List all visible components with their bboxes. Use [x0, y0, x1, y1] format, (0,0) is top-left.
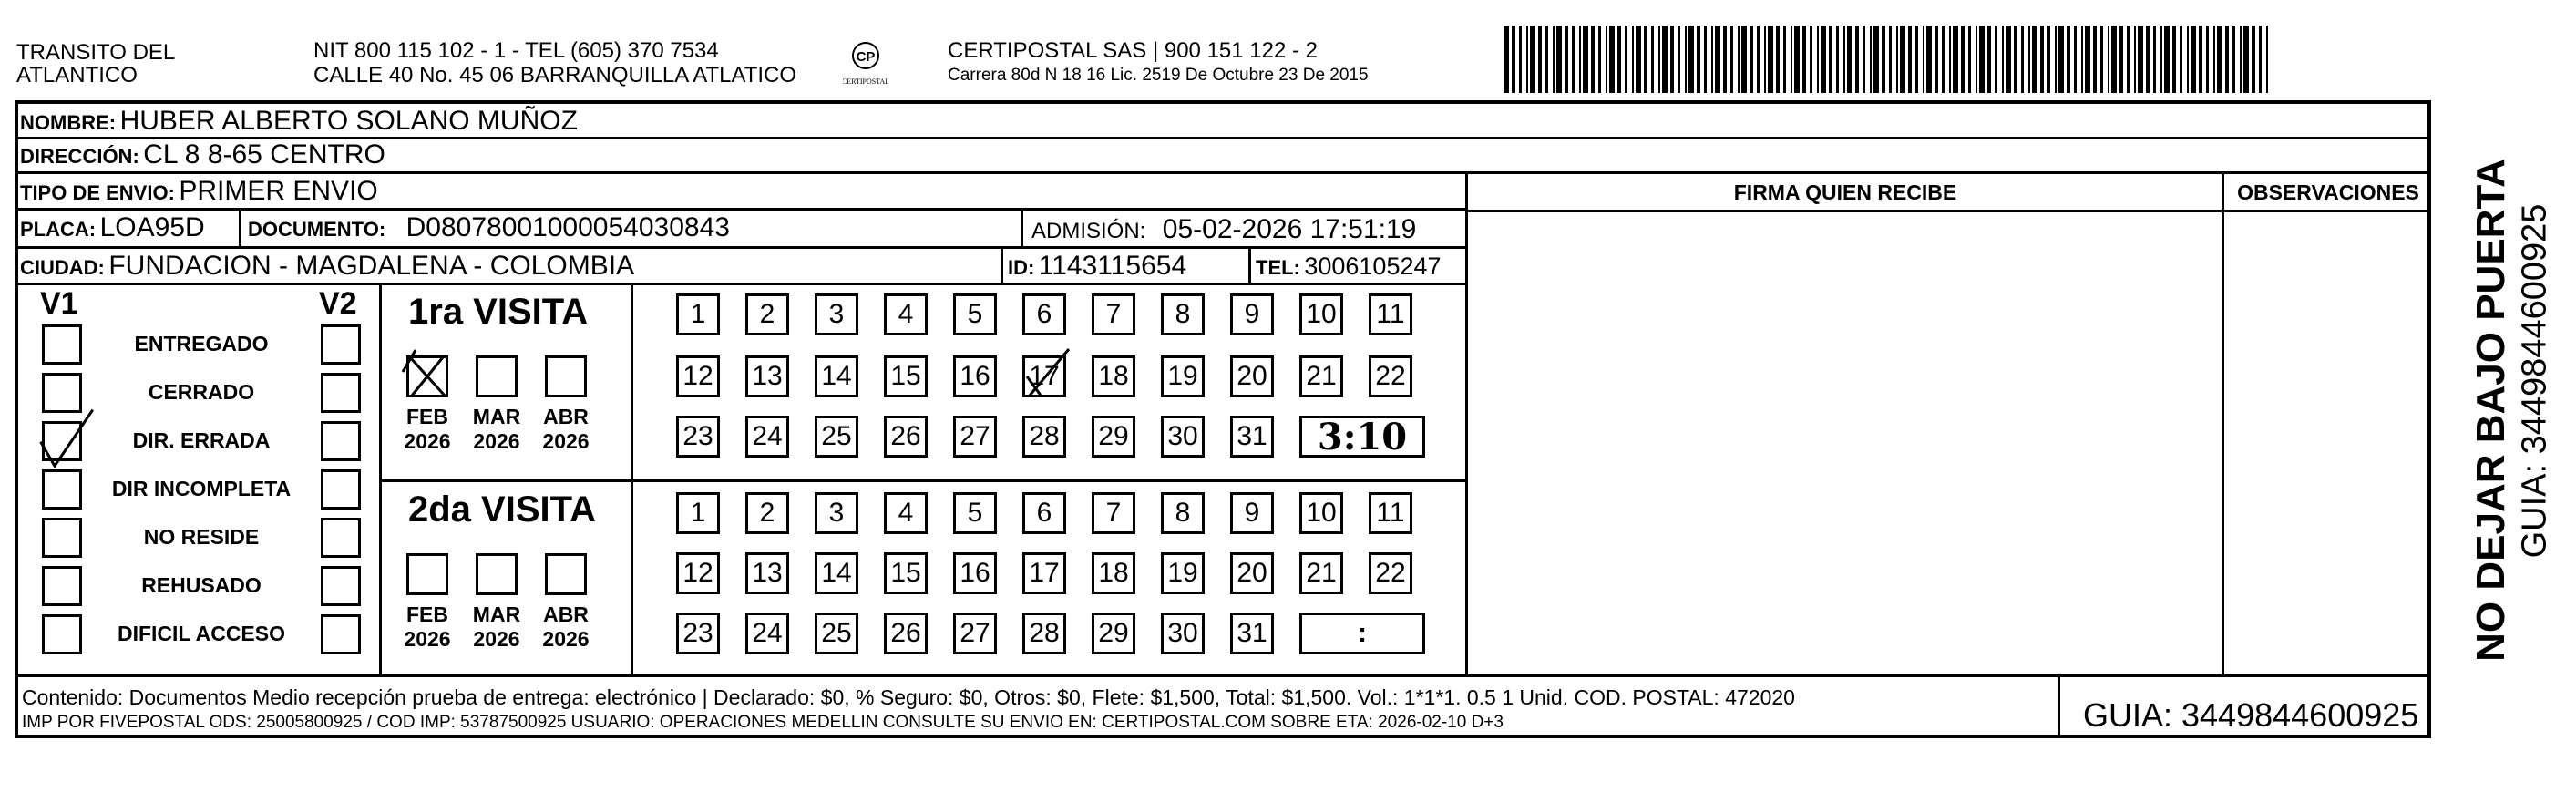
ciudad-label: CIUDAD: — [20, 256, 105, 279]
no-dejar-bajo-puerta: NO DEJAR BAJO PUERTA — [2468, 159, 2513, 662]
day-cell[interactable]: 23 — [676, 613, 720, 654]
day-cell[interactable]: 9 — [1230, 492, 1274, 534]
column-divider — [2058, 674, 2060, 738]
reason-label: DIR INCOMPLETA — [111, 477, 292, 500]
day-cell[interactable]: 21 — [1299, 552, 1343, 594]
row-divider — [379, 479, 1467, 482]
issuer-address-line: CALLE 40 No. 45 06 BARRANQUILLA ATLATICO — [313, 63, 797, 88]
day-cell[interactable]: 18 — [1092, 552, 1135, 594]
placa-label: PLACA: — [20, 218, 97, 241]
reason-label: DIR. ERRADA — [132, 428, 271, 452]
reason-label: DIFICIL ACCESO — [117, 622, 285, 645]
placa-field — [20, 212, 205, 243]
tipo-envio-field — [20, 176, 378, 207]
column-divider — [1021, 208, 1023, 246]
row-divider — [15, 208, 1467, 211]
day-cell[interactable]: 11 — [1369, 293, 1412, 335]
day-cell[interactable]: 5 — [953, 293, 997, 335]
certipostal-logo — [843, 38, 888, 89]
v2-checkbox[interactable] — [321, 373, 361, 413]
day-cell[interactable]: 13 — [745, 552, 789, 594]
v1-checkbox[interactable] — [42, 421, 82, 461]
day-cell[interactable]: 13 — [745, 355, 789, 397]
month-checkbox-mar[interactable] — [476, 553, 518, 595]
svg-text:CERTIPOSTAL: CERTIPOSTAL — [843, 77, 888, 86]
month-name: MAR — [472, 602, 521, 626]
ciudad-field — [20, 251, 634, 282]
tel-value: 3006105247 — [1304, 252, 1442, 280]
column-divider — [1001, 246, 1003, 283]
day-cell[interactable]: 4 — [884, 492, 928, 534]
nombre-value: HUBER ALBERTO SOLANO MUÑOZ — [119, 106, 578, 136]
day-cell[interactable]: 25 — [815, 613, 858, 654]
admision-field — [1031, 214, 1416, 245]
month-year: 2026 — [542, 429, 590, 453]
month-name: FEB — [406, 405, 448, 428]
day-cell[interactable]: 6 — [1022, 492, 1066, 534]
documento-value: D08078001000054030843 — [405, 212, 730, 242]
day-cell[interactable]: 16 — [953, 355, 997, 397]
day-cell[interactable]: 14 — [815, 355, 858, 397]
carrier-name-line: CERTIPOSTAL SAS | 900 151 122 - 2 — [948, 38, 1318, 63]
day-cell[interactable]: 15 — [884, 355, 928, 397]
day-cell[interactable]: 30 — [1161, 613, 1205, 654]
column-divider — [1465, 171, 1468, 674]
day-cell[interactable]: 27 — [953, 416, 997, 458]
day-cell[interactable]: 3 — [815, 293, 858, 335]
carrier-license-line: Carrera 80d N 18 16 Lic. 2519 De Octubre 23 De 2015 — [948, 66, 1369, 85]
month-name: MAR — [472, 405, 521, 428]
day-cell[interactable]: 22 — [1369, 552, 1412, 594]
tel-field — [1256, 252, 1442, 281]
month-year: 2026 — [473, 429, 520, 453]
id-label: ID: — [1008, 256, 1035, 279]
day-cell[interactable]: 24 — [745, 416, 789, 458]
tipo-envio-value: PRIMER ENVIO — [179, 176, 378, 206]
day-cell[interactable]: 3 — [815, 492, 858, 534]
column-divider — [2222, 171, 2224, 674]
day-cell[interactable]: 1 — [676, 492, 720, 534]
day-cell[interactable]: 12 — [676, 552, 720, 594]
nombre-label: NOMBRE: — [20, 111, 117, 134]
placa-value: LOA95D — [99, 212, 205, 242]
day-cell[interactable]: 1 — [676, 293, 720, 335]
v1-checkbox[interactable] — [42, 566, 82, 606]
day-cell[interactable]: 11 — [1369, 492, 1412, 534]
day-cell[interactable]: 29 — [1092, 416, 1135, 458]
month-checkbox-feb[interactable] — [406, 553, 448, 595]
month-checkbox-abr[interactable] — [545, 553, 587, 595]
day-cell[interactable]: 26 — [884, 613, 928, 654]
documento-label: DOCUMENTO: — [248, 218, 386, 241]
day-cell[interactable]: 14 — [815, 552, 858, 594]
reason-label: REHUSADO — [141, 573, 262, 597]
tipo-envio-label: TIPO DE ENVIO: — [20, 181, 175, 204]
day-cell[interactable]: 8 — [1161, 492, 1205, 534]
day-cell[interactable]: 18 — [1092, 355, 1135, 397]
issuer-name-line2: ATLANTICO — [16, 63, 138, 88]
v2-checkbox[interactable] — [321, 614, 361, 654]
day-cell[interactable]: 4 — [884, 293, 928, 335]
handwritten-check-mark — [1027, 349, 1069, 396]
day-cell[interactable]: 30 — [1161, 416, 1205, 458]
month-label — [534, 405, 598, 454]
day-cell[interactable]: 17 — [1022, 355, 1066, 397]
v2-checkbox[interactable] — [321, 324, 361, 365]
column-divider — [239, 208, 241, 246]
direccion-value: CL 8 8-65 CENTRO — [143, 139, 385, 170]
guia-side: GUIA: 3449844600925 — [2515, 203, 2554, 559]
v1-checkbox[interactable] — [42, 469, 82, 510]
direccion-label: DIRECCIÓN: — [20, 145, 139, 168]
day-cell[interactable]: 9 — [1230, 293, 1274, 335]
svg-text:CP: CP — [856, 49, 876, 65]
v2-checkbox[interactable] — [321, 566, 361, 606]
v2-checkbox[interactable] — [321, 469, 361, 510]
v2-checkbox[interactable] — [321, 518, 361, 558]
imp-line: IMP POR FIVEPOSTAL ODS: 25005800925 / COD IMP: 53787500925 USUARIO: OPERACIONES MEDELLIN CONSULTE SU ENVIO EN: CERTIPOSTAL.COM SOBRE ETA: 2026-02-10 D+3 — [22, 713, 1504, 732]
day-cell[interactable]: 7 — [1092, 492, 1135, 534]
ciudad-value: FUNDACION - MAGDALENA - COLOMBIA — [108, 251, 635, 281]
documento-field — [248, 212, 730, 243]
day-cell[interactable]: 20 — [1230, 552, 1274, 594]
month-checkbox-feb[interactable] — [406, 355, 448, 397]
v1-label: V1 — [40, 286, 78, 321]
column-divider — [631, 283, 633, 674]
month-label — [465, 405, 529, 454]
day-cell[interactable]: 27 — [953, 613, 997, 654]
second-visit-time[interactable]: : — [1299, 613, 1425, 654]
month-name: ABR — [543, 602, 589, 626]
day-cell[interactable]: 23 — [676, 416, 720, 458]
day-cell[interactable]: 19 — [1161, 552, 1205, 594]
day-cell[interactable]: 16 — [953, 552, 997, 594]
day-cell[interactable]: 28 — [1022, 416, 1066, 458]
direccion-field — [20, 139, 385, 170]
v1-checkbox[interactable] — [42, 324, 82, 365]
day-cell[interactable]: 29 — [1092, 613, 1135, 654]
v1-checkbox[interactable] — [42, 518, 82, 558]
month-checkbox-abr[interactable] — [545, 355, 587, 397]
month-year: 2026 — [473, 627, 520, 651]
column-divider — [379, 283, 382, 674]
day-cell[interactable]: 15 — [884, 552, 928, 594]
month-label — [534, 602, 598, 652]
barcode — [1504, 26, 2269, 93]
admision-value: 05-02-2026 17:51:19 — [1162, 214, 1417, 244]
reason-label: CERRADO — [148, 380, 255, 404]
day-cell[interactable]: 31 — [1230, 416, 1274, 458]
day-cell[interactable]: 31 — [1230, 613, 1274, 654]
issuer-nit-line: NIT 800 115 102 - 1 - TEL (605) 370 7534 — [313, 38, 719, 63]
day-cell[interactable]: 24 — [745, 613, 789, 654]
month-year: 2026 — [404, 429, 451, 453]
handwritten-check-mark — [403, 350, 445, 396]
day-cell[interactable]: 2 — [745, 492, 789, 534]
day-cell[interactable]: 20 — [1230, 355, 1274, 397]
v1-checkbox[interactable] — [42, 373, 82, 413]
month-label — [465, 602, 529, 652]
day-cell[interactable]: 28 — [1022, 613, 1066, 654]
v1-checkbox[interactable] — [42, 614, 82, 654]
day-cell[interactable]: 10 — [1299, 293, 1343, 335]
second-visit-title: 2da VISITA — [408, 489, 596, 530]
month-name: ABR — [543, 405, 589, 428]
admision-label: ADMISIÓN: — [1031, 219, 1146, 243]
month-name: FEB — [406, 602, 448, 626]
first-visit-title: 1ra VISITA — [408, 292, 589, 332]
month-label — [395, 602, 459, 652]
day-cell[interactable]: 22 — [1369, 355, 1412, 397]
v2-label: V2 — [319, 286, 357, 321]
guia-footer: GUIA: 3449844600925 — [2083, 696, 2419, 734]
firma-quien-recibe-header: FIRMA QUIEN RECIBE — [1733, 180, 1957, 204]
month-checkbox-mar[interactable] — [476, 355, 518, 397]
day-cell[interactable]: 25 — [815, 416, 858, 458]
day-cell[interactable]: 2 — [745, 293, 789, 335]
v2-checkbox[interactable] — [321, 421, 361, 461]
day-cell[interactable]: 21 — [1299, 355, 1343, 397]
day-cell[interactable]: 5 — [953, 492, 997, 534]
day-cell[interactable]: 10 — [1299, 492, 1343, 534]
first-visit-time[interactable]: 3:10 — [1299, 416, 1425, 458]
id-value: 1143115654 — [1038, 251, 1187, 281]
row-divider — [1467, 210, 2431, 212]
nombre-field — [20, 106, 578, 137]
day-cell[interactable]: 12 — [676, 355, 720, 397]
month-label — [395, 405, 459, 454]
day-cell[interactable]: 19 — [1161, 355, 1205, 397]
day-cell[interactable]: 17 — [1022, 552, 1066, 594]
tel-label: TEL: — [1256, 256, 1300, 279]
month-year: 2026 — [542, 627, 590, 651]
contenido-line: Contenido: Documentos Medio recepción prueba de entrega: electrónico | Declarado: $0, % Seguro: $0, Otros: $0, Flete: $1,500, Total: $1,500. Vol.: 1*1*1. 0.5 1 Unid. COD. POSTAL: 472020 — [22, 685, 1795, 709]
row-divider — [15, 171, 2431, 174]
reason-label: NO RESIDE — [143, 525, 260, 549]
day-cell[interactable]: 26 — [884, 416, 928, 458]
day-cell[interactable]: 7 — [1092, 293, 1135, 335]
column-divider — [1248, 246, 1251, 283]
day-cell[interactable]: 6 — [1022, 293, 1066, 335]
reason-label: ENTREGADO — [134, 332, 269, 355]
issuer-name-line1: TRANSITO DEL — [16, 40, 176, 65]
month-year: 2026 — [404, 627, 451, 651]
row-divider — [15, 283, 1467, 285]
day-cell[interactable]: 8 — [1161, 293, 1205, 335]
observaciones-header: OBSERVACIONES — [2237, 180, 2419, 204]
row-divider — [15, 674, 2431, 677]
id-field — [1008, 251, 1186, 282]
